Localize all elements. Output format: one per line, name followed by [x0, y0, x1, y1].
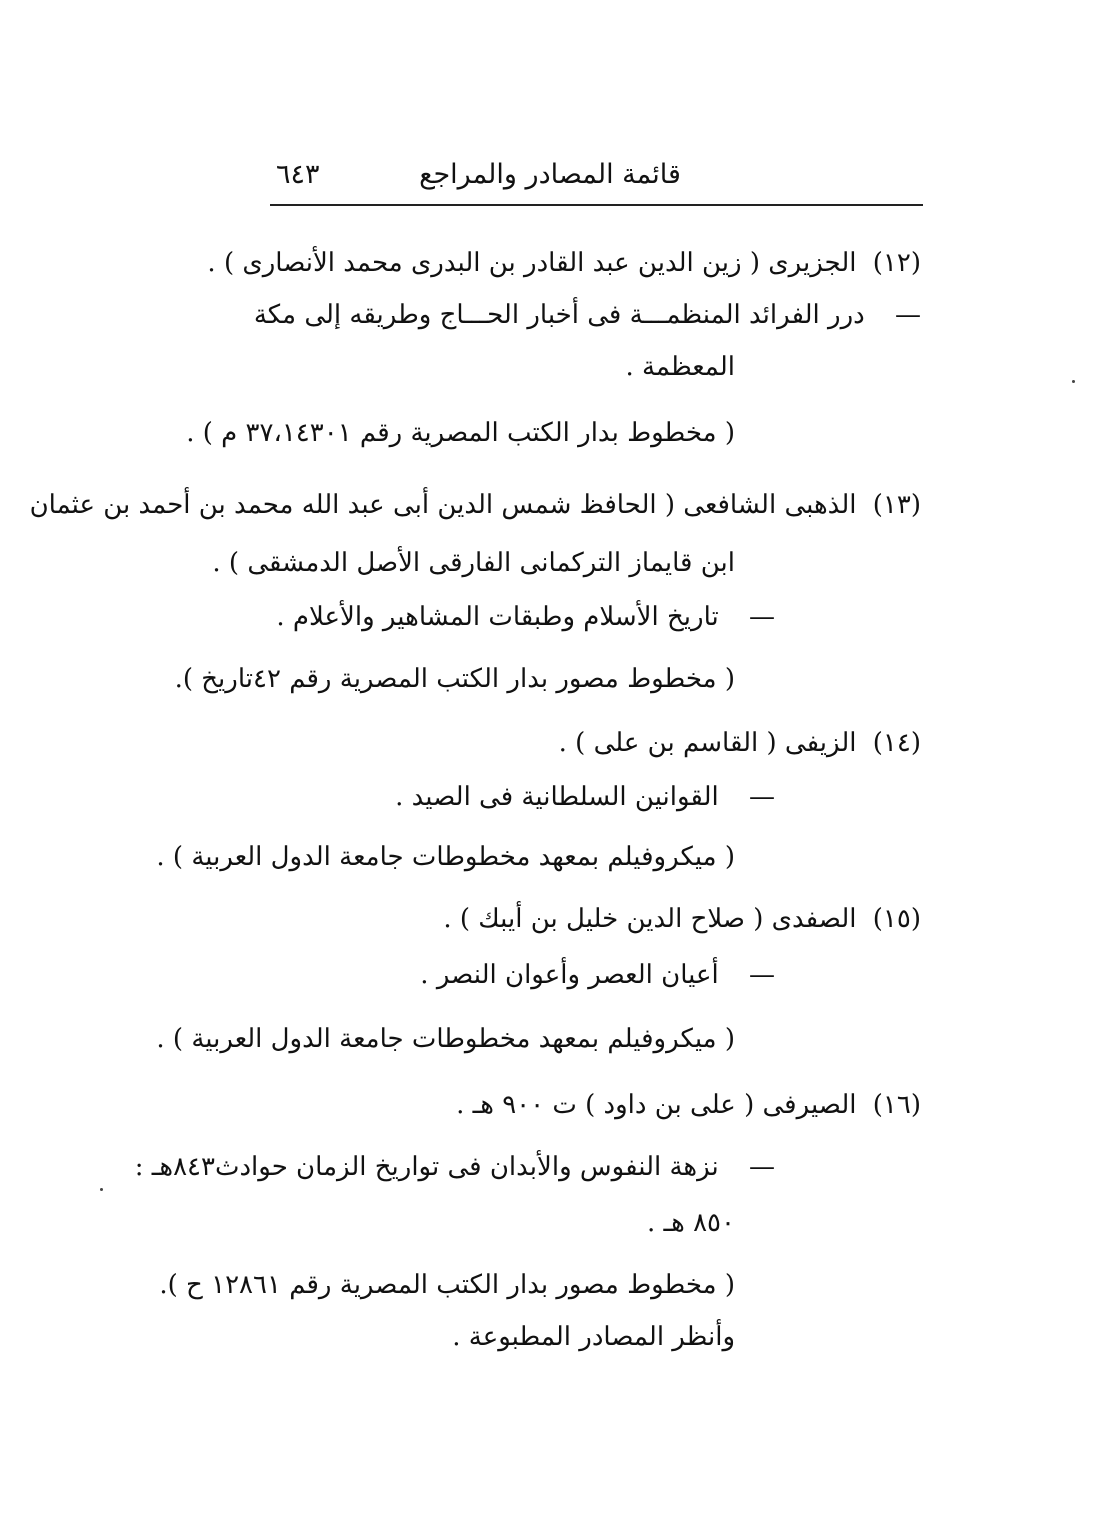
entry-16-source: ( مخطوط مصور بدار الكتب المصرية رقم ١٢٨٦١ ح ).	[159, 1270, 735, 1300]
entry-15-source: ( ميكروفيلم بمعهد مخطوطات جامعة الدول العربية ) .	[156, 1024, 735, 1054]
entry-number: (١٣)	[872, 490, 921, 520]
entry-12-author-line	[207, 246, 921, 280]
dash-marker: —	[749, 960, 775, 990]
entry-work-title: درر الفرائد المنظمـــة فى أخبار الحـــاج وطريقه إلى مكة	[253, 300, 865, 330]
entry-author: الذهبى الشافعى ( الحافظ شمس الدين أبى عبد الله محمد بن أحمد بن عثمان	[29, 490, 857, 520]
entry-13-author-continuation: ابن قايماز التركمانى الفارقى الأصل الدمشقى ) .	[212, 548, 735, 578]
entry-12-source: ( مخطوط بدار الكتب المصرية رقم ٣٧،١٤٣٠١ م ) .	[186, 418, 735, 448]
entry-16-work-continuation: ٨٥٠ هـ .	[646, 1208, 735, 1238]
entry-13-work-line	[276, 600, 775, 634]
entry-16-author-line	[456, 1088, 921, 1122]
entry-author: الصفدى ( صلاح الدين خليل بن أيبك ) .	[443, 904, 857, 934]
entry-number: (١٥)	[872, 904, 921, 934]
scan-speck	[1072, 380, 1075, 383]
entry-number: (١٦)	[872, 1090, 921, 1120]
entry-author: الزيفى ( القاسم بن على ) .	[558, 728, 857, 758]
entry-author: الجزيرى ( زين الدين عبد القادر بن البدرى محمد الأنصارى ) .	[207, 248, 857, 278]
entry-work-title: تاريخ الأسلام وطبقات المشاهير والأعلام .	[276, 602, 719, 632]
dash-marker: —	[749, 1152, 775, 1182]
entry-author: الصيرفى ( على بن داود ) ت ٩٠٠ هـ .	[456, 1090, 857, 1120]
entry-12-work-continuation: المعظمة .	[625, 352, 735, 382]
entry-work-title: أعيان العصر وأعوان النصر .	[420, 960, 719, 990]
entry-work-title: القوانين السلطانية فى الصيد .	[395, 782, 719, 812]
entry-16-work-line	[135, 1150, 775, 1184]
dash-marker: —	[749, 782, 775, 812]
scan-speck	[100, 1188, 103, 1191]
running-header-title: قائمة المصادر والمراجع	[419, 159, 681, 190]
entry-number: (١٤)	[872, 728, 921, 758]
header-divider	[270, 204, 923, 206]
entry-number: (١٢)	[872, 248, 921, 278]
entry-13-source: ( مخطوط مصور بدار الكتب المصرية رقم ٤٢تاريخ ).	[174, 664, 735, 694]
dash-marker: —	[749, 602, 775, 632]
entry-12-work-line	[254, 298, 921, 332]
entry-work-title: نزهة النفوس والأبدان فى تواريخ الزمان حوادث٨٤٣هـ :	[134, 1152, 719, 1182]
entry-14-author-line	[559, 726, 921, 760]
entry-16-see-also: وأنظر المصادر المطبوعة .	[452, 1322, 735, 1352]
entry-13-author-line	[30, 488, 921, 522]
entry-15-work-line	[420, 958, 775, 992]
entry-14-source: ( ميكروفيلم بمعهد مخطوطات جامعة الدول العربية ) .	[156, 842, 735, 872]
entry-15-author-line	[443, 902, 921, 936]
dash-marker: —	[895, 300, 921, 330]
page-number: ٦٤٣	[276, 159, 320, 190]
entry-14-work-line	[395, 780, 775, 814]
